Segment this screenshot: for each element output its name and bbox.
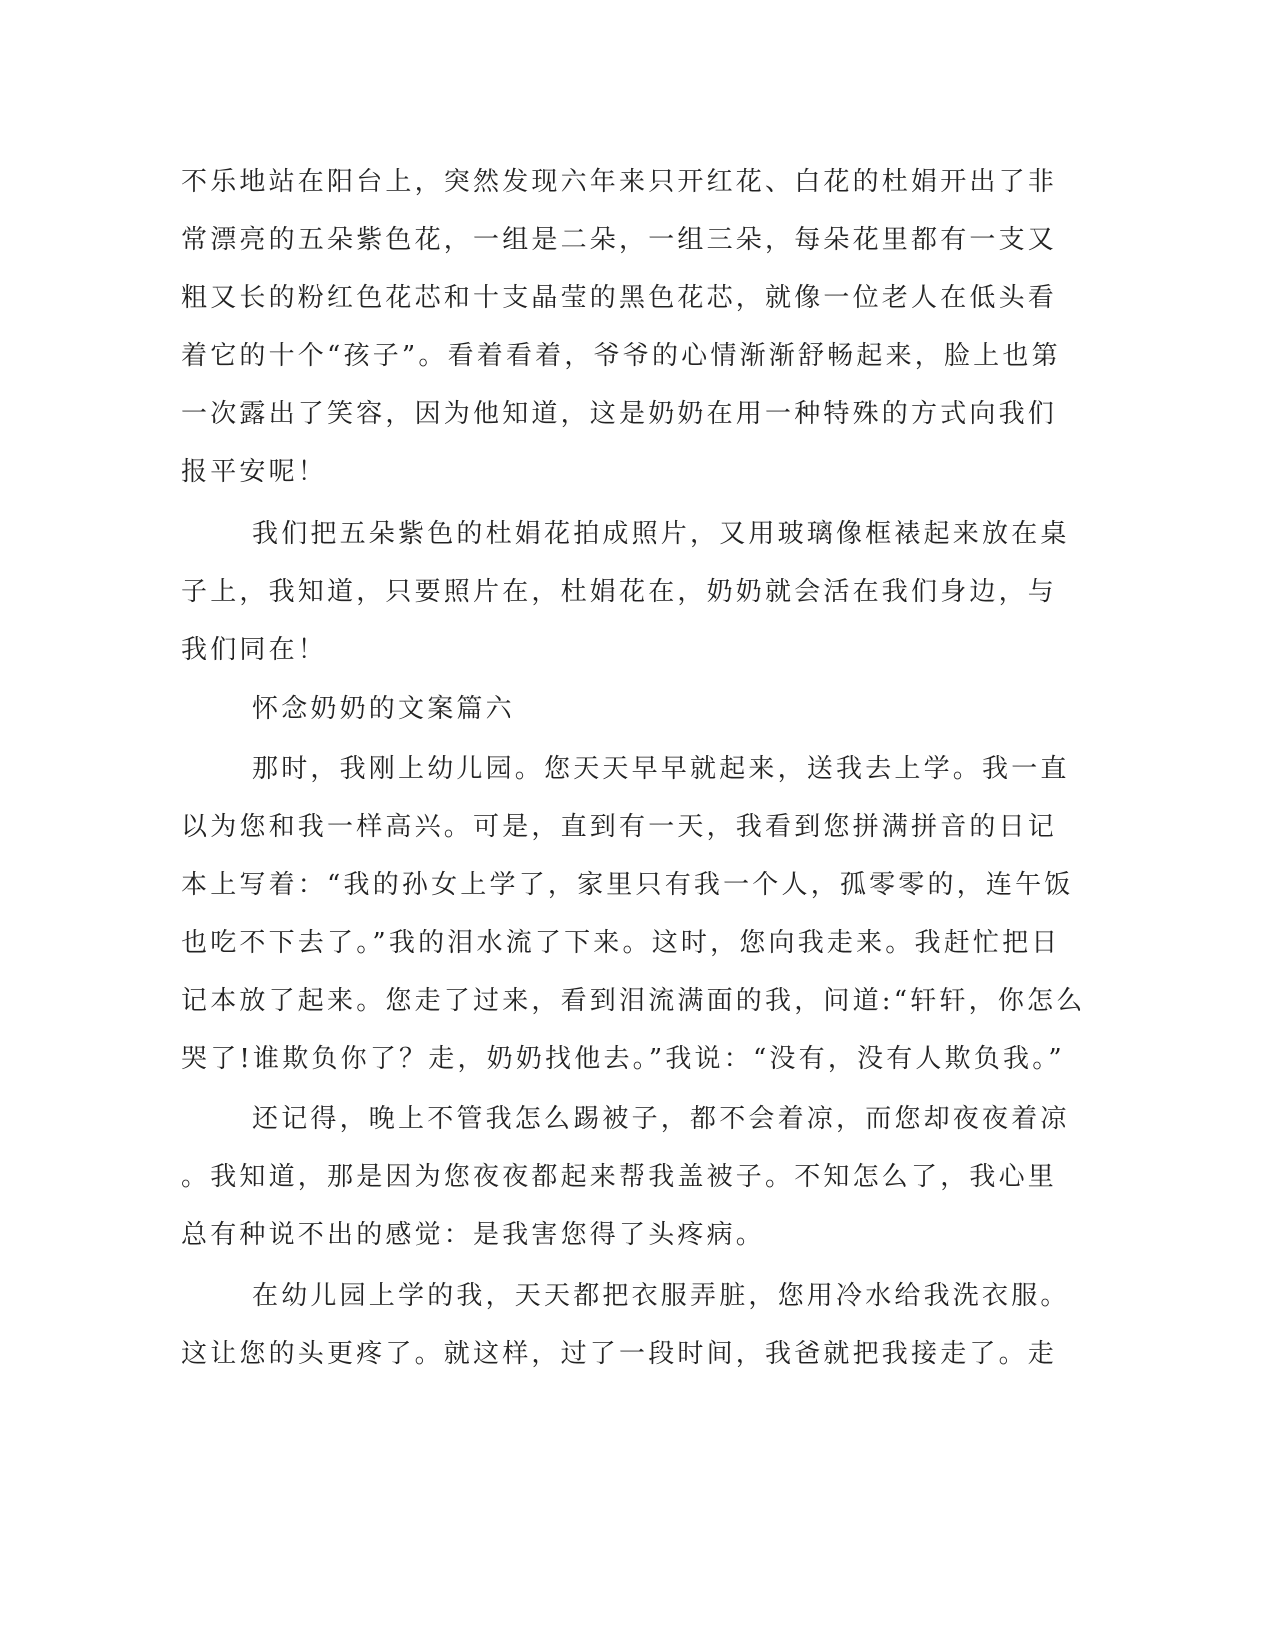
text-line: 一次露出了笑容，因为他知道，这是奶奶在用一种特殊的方式向我们 <box>181 399 1058 429</box>
text-line: 这让您的头更疼了。就这样，过了一段时间，我爸就把我接走了。走 <box>181 1339 1058 1369</box>
text-line: 总有种说不出的感觉：是我害您得了头疼病。 <box>181 1220 766 1250</box>
text-line: 常漂亮的五朵紫色花，一组是二朵，一组三朵，每朵花里都有一支又 <box>181 225 1058 255</box>
text-line: 也吃不下去了。”我的泪水流了下来。这时，您向我走来。我赶忙把日 <box>181 928 1061 958</box>
text-line: 子上，我知道，只要照片在，杜娟花在，奶奶就会活在我们身边，与 <box>181 577 1058 607</box>
text-line: 我们同在！ <box>181 635 328 665</box>
text-line: 还记得，晚上不管我怎么踢被子，都不会着凉，而您却夜夜着凉 <box>252 1104 1070 1134</box>
text-line: 以为您和我一样高兴。可是，直到有一天，我看到您拼满拼音的日记 <box>181 812 1058 842</box>
text-line: 那时，我刚上幼儿园。您天天早早就起来，送我去上学。我一直 <box>252 754 1070 784</box>
text-line: 在幼儿园上学的我，天天都把衣服弄脏，您用冷水给我洗衣服。 <box>252 1281 1070 1311</box>
text-line: 本上写着：“我的孙女上学了，家里只有我一个人，孤零零的，连午饭 <box>181 870 1074 900</box>
text-line: 报平安呢！ <box>181 457 328 487</box>
text-line: 哭了!谁欺负你了？走，奶奶找他去。”我说：“没有，没有人欺负我。” <box>181 1044 1065 1074</box>
text-line: 不乐地站在阳台上，突然发现六年来只开红花、白花的杜娟开出了非 <box>181 167 1058 197</box>
text-line: 着它的十个“孩子”。看着看着，爷爷的心情渐渐舒畅起来，脸上也第 <box>181 341 1061 371</box>
text-line: 。我知道，那是因为您夜夜都起来帮我盖被子。不知怎么了，我心里 <box>181 1162 1058 1192</box>
section-heading: 怀念奶奶的文案篇六 <box>252 694 515 724</box>
text-line: 粗又长的粉红色花芯和十支晶莹的黑色花芯，就像一位老人在低头看 <box>181 283 1058 313</box>
text-line: 记本放了起来。您走了过来，看到泪流满面的我，问道:“轩轩，你怎么 <box>181 986 1086 1016</box>
text-line: 我们把五朵紫色的杜娟花拍成照片，又用玻璃像框裱起来放在桌 <box>252 519 1070 549</box>
